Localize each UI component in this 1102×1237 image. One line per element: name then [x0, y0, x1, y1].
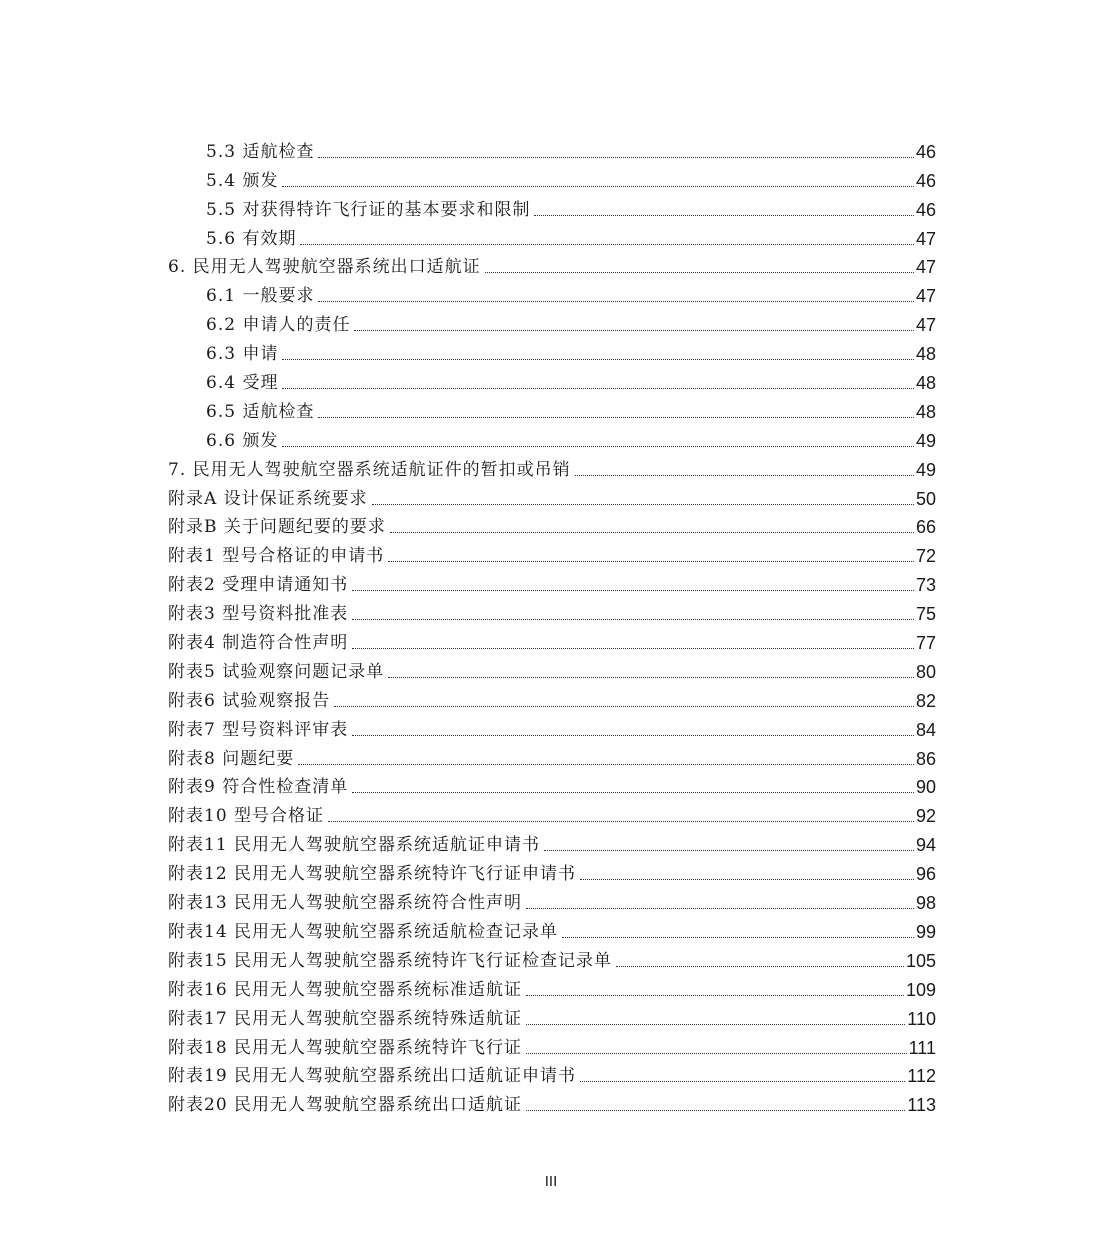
toc-entry-title: 附表16 民用无人驾驶航空器系统标准适航证	[168, 979, 523, 1000]
toc-entry[interactable]	[168, 1058, 936, 1087]
toc-entry[interactable]	[168, 537, 936, 566]
toc-entry[interactable]	[168, 480, 936, 509]
toc-entry-title: 5.5 对获得特许飞行证的基本要求和限制	[206, 199, 531, 220]
toc-entry[interactable]	[168, 913, 936, 942]
toc-entry-title: 附表4 制造符合性声明	[168, 633, 349, 654]
toc-entry-page-number: 73	[915, 575, 936, 596]
toc-entry-page-number: 49	[915, 459, 936, 480]
dot-leader	[352, 618, 914, 620]
toc-entry[interactable]	[168, 191, 936, 220]
dot-leader	[526, 907, 914, 909]
dot-leader	[388, 560, 914, 562]
toc-entry[interactable]	[168, 451, 936, 480]
toc-entry-title: 附表12 民用无人驾驶航空器系统特许飞行证申请书	[168, 864, 577, 885]
toc-entry-page-number: 111	[908, 1037, 936, 1058]
toc-entry-page-number: 72	[915, 546, 936, 567]
toc-entry-page-number: 92	[915, 806, 936, 827]
dot-leader	[562, 936, 914, 938]
toc-entry-page-number: 94	[915, 835, 936, 856]
toc-entry-page-number: 77	[915, 633, 936, 654]
toc-entry[interactable]	[168, 162, 936, 191]
toc-entry-title: 附表10 型号合格证	[168, 806, 325, 827]
toc-entry-title: 5.4 颁发	[206, 170, 279, 191]
toc-entry-page-number: 46	[915, 199, 936, 220]
dot-leader	[534, 214, 914, 216]
dot-leader	[526, 1109, 905, 1111]
toc-entry[interactable]	[168, 595, 936, 624]
toc-entry-title: 附表3 型号资料批准表	[168, 604, 349, 625]
toc-entry-title: 6.6 颁发	[206, 430, 279, 451]
toc-entry-title: 6. 民用无人驾驶航空器系统出口适航证	[168, 257, 481, 278]
toc-entry-title: 附录A 设计保证系统要求	[168, 488, 368, 509]
dot-leader	[544, 849, 914, 851]
toc-entry-page-number: 84	[915, 719, 936, 740]
toc-entry[interactable]	[168, 393, 936, 422]
toc-entry-title: 附表13 民用无人驾驶航空器系统符合性声明	[168, 893, 523, 914]
toc-entry-title: 附表2 受理申请通知书	[168, 575, 349, 596]
toc-entry-page-number: 48	[915, 373, 936, 394]
toc-entry-title: 5.3 适航检查	[206, 141, 315, 162]
toc-entry-title: 附表18 民用无人驾驶航空器系统特许飞行证	[168, 1037, 523, 1058]
dot-leader	[300, 243, 914, 245]
toc-entry[interactable]	[168, 884, 936, 913]
toc-entry[interactable]	[168, 277, 936, 306]
toc-entry-title: 附表6 试验观察报告	[168, 690, 331, 711]
toc-entry[interactable]	[168, 566, 936, 595]
toc-entry-page-number: 113	[907, 1095, 936, 1116]
dot-leader	[354, 329, 914, 331]
toc-entry-page-number: 49	[915, 430, 936, 451]
page-number: III	[544, 1173, 558, 1190]
dot-leader	[580, 1080, 905, 1082]
dot-leader	[318, 156, 914, 158]
dot-leader	[318, 300, 914, 302]
toc-entry-page-number: 86	[915, 748, 936, 769]
toc-entry-page-number: 75	[915, 604, 936, 625]
toc-entry-page-number: 66	[915, 517, 936, 538]
toc-entry-title: 附表19 民用无人驾驶航空器系统出口适航证申请书	[168, 1066, 577, 1087]
toc-entry[interactable]	[168, 653, 936, 682]
dot-leader	[282, 387, 914, 389]
dot-leader	[298, 763, 914, 765]
toc-entry-title: 6.3 申请	[206, 344, 279, 365]
toc-entry-title: 7. 民用无人驾驶航空器系统适航证件的暂扣或吊销	[168, 459, 571, 480]
dot-leader	[616, 965, 904, 967]
toc-entry-page-number: 50	[915, 488, 936, 509]
toc-entry[interactable]	[168, 335, 936, 364]
dot-leader	[282, 445, 914, 447]
dot-leader	[388, 676, 914, 678]
toc-entry[interactable]	[168, 509, 936, 538]
dot-leader	[526, 1023, 905, 1025]
toc-entry-page-number: 112	[907, 1066, 936, 1087]
toc-entry-title: 6.4 受理	[206, 373, 279, 394]
dot-leader	[282, 358, 914, 360]
toc-entry-page-number: 48	[915, 401, 936, 422]
toc-entry-page-number: 98	[915, 893, 936, 914]
toc-entry[interactable]	[168, 1029, 936, 1058]
toc-entry-page-number: 47	[915, 228, 936, 249]
toc-entry-page-number: 47	[915, 257, 936, 278]
toc-entry[interactable]	[168, 769, 936, 798]
toc-entry[interactable]	[168, 855, 936, 884]
toc-entry[interactable]	[168, 422, 936, 451]
toc-entry-page-number: 96	[915, 864, 936, 885]
toc-entry[interactable]	[168, 364, 936, 393]
toc-entry[interactable]	[168, 682, 936, 711]
dot-leader	[526, 994, 904, 996]
toc-entry-title: 附表20 民用无人驾驶航空器系统出口适航证	[168, 1095, 523, 1116]
toc-entry[interactable]	[168, 826, 936, 855]
toc-entry-page-number: 110	[907, 1008, 936, 1029]
toc-entry-title: 附表8 问题纪要	[168, 748, 295, 769]
toc-entry[interactable]	[168, 1000, 936, 1029]
toc-entry[interactable]	[168, 971, 936, 1000]
toc-entry-title: 附表14 民用无人驾驶航空器系统适航检查记录单	[168, 921, 559, 942]
toc-entry[interactable]	[168, 249, 936, 278]
toc-entry-page-number: 99	[915, 921, 936, 942]
toc-entry[interactable]	[168, 133, 936, 162]
dot-leader	[318, 416, 914, 418]
dot-leader	[352, 589, 914, 591]
dot-leader	[575, 474, 914, 476]
toc-entry-page-number: 82	[915, 690, 936, 711]
dot-leader	[328, 820, 914, 822]
toc-entry-title: 6.1 一般要求	[206, 286, 315, 307]
table-of-contents	[168, 133, 936, 1115]
toc-entry-page-number: 80	[915, 661, 936, 682]
toc-entry-title: 5.6 有效期	[206, 228, 297, 249]
toc-entry-page-number: 105	[905, 950, 936, 971]
toc-entry-page-number: 47	[915, 286, 936, 307]
toc-entry[interactable]	[168, 797, 936, 826]
toc-entry-page-number: 46	[915, 141, 936, 162]
toc-entry[interactable]	[168, 1086, 936, 1115]
toc-entry-title: 附表17 民用无人驾驶航空器系统特殊适航证	[168, 1008, 523, 1029]
dot-leader	[485, 271, 914, 273]
dot-leader	[526, 1052, 907, 1054]
dot-leader	[352, 734, 914, 736]
toc-entry[interactable]	[168, 624, 936, 653]
toc-entry-title: 附表9 符合性检查清单	[168, 777, 349, 798]
toc-entry-title: 附录B 关于问题纪要的要求	[168, 517, 386, 538]
toc-entry-title: 附表15 民用无人驾驶航空器系统特许飞行证检查记录单	[168, 950, 613, 971]
toc-entry[interactable]	[168, 220, 936, 249]
dot-leader	[390, 531, 914, 533]
toc-entry-title: 附表7 型号资料评审表	[168, 719, 349, 740]
dot-leader	[580, 878, 914, 880]
toc-entry[interactable]	[168, 740, 936, 769]
toc-entry-page-number: 109	[905, 979, 936, 1000]
toc-entry-page-number: 48	[915, 344, 936, 365]
toc-entry-title: 6.2 申请人的责任	[206, 315, 351, 336]
toc-entry-page-number: 90	[915, 777, 936, 798]
toc-entry-title: 附表11 民用无人驾驶航空器系统适航证申请书	[168, 835, 541, 856]
toc-entry[interactable]	[168, 711, 936, 740]
toc-entry-title: 附表1 型号合格证的申请书	[168, 546, 385, 567]
dot-leader	[282, 185, 914, 187]
dot-leader	[352, 647, 914, 649]
toc-entry[interactable]	[168, 942, 936, 971]
toc-entry-title: 6.5 适航检查	[206, 401, 315, 422]
dot-leader	[352, 791, 914, 793]
toc-entry-page-number: 47	[915, 315, 936, 336]
toc-entry[interactable]	[168, 306, 936, 335]
toc-entry-page-number: 46	[915, 170, 936, 191]
toc-entry-title: 附表5 试验观察问题记录单	[168, 661, 385, 682]
dot-leader	[372, 503, 914, 505]
dot-leader	[334, 705, 914, 707]
